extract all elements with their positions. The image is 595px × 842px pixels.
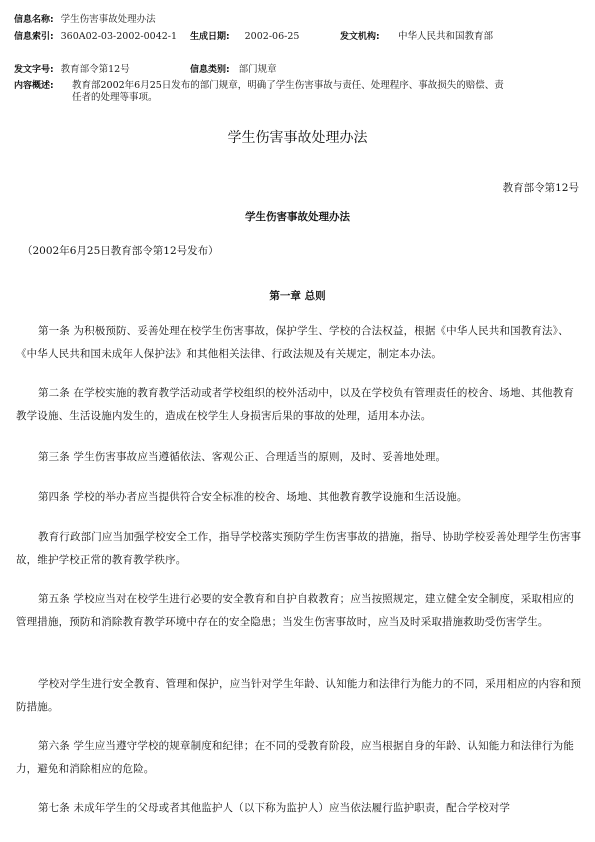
article-4-para-2: 教育行政部门应当加强学校安全工作，指导学校落实预防学生伤害事故的措施，指导、协助学校妥善处理学生伤害事故，维护学校正常的教育教学秩序。	[16, 531, 582, 566]
meta-row-index	[14, 31, 177, 43]
meta-date-label: 生成日期:	[190, 32, 230, 42]
article-7: 第七条 未成年学生的父母或者其他监护人（以下称为监护人）应当依法履行监护职责，配合学校对学	[38, 802, 511, 814]
meta-category-value: 部门规章	[238, 64, 277, 75]
document-subtitle: 学生伤害事故处理办法	[245, 211, 350, 223]
meta-org-value: 中华人民共和国教育部	[398, 31, 494, 42]
meta-docno-value: 教育部令第12号	[60, 64, 130, 75]
article-3: 第三条 学生伤害事故应当遵循依法、客观公正、合理适当的原则，及时、妥善地处理。	[38, 451, 447, 463]
meta-summary-value: 教育部2002年6月25日发布的部门规章，明确了学生伤害事故与责任、处理程序、事故损失的赔偿、责任者的处理等事项。	[72, 80, 504, 103]
article-5: 第五条 学校应当对在校学生进行必要的安全教育和自护自救教育；应当按照规定，建立健全安全制度，采取相应的管理措施，预防和消除教育教学环境中存在的安全隐患；当发生伤害事故时，应当及时采取措施救助受伤害学生。	[16, 593, 574, 628]
meta-row-name	[14, 14, 156, 26]
meta-name-value: 学生伤害事故处理办法	[60, 14, 156, 25]
decree-number: 教育部令第12号	[502, 182, 579, 194]
meta-index-value: 360A02-03-2002-0042-1	[60, 31, 178, 42]
meta-org-label: 发文机构:	[340, 32, 380, 42]
article-4: 第四条 学校的举办者应当提供符合安全标准的校舍、场地、其他教育教学设施和生活设施。	[38, 491, 468, 503]
meta-docno-label: 发文字号:	[14, 65, 54, 75]
meta-row-docno	[14, 64, 130, 76]
article-5-para-2: 学校对学生进行安全教育、管理和保护，应当针对学生年龄、认知能力和法律行为能力的不同，采用相应的内容和预防措施。	[16, 678, 582, 713]
publication-note: （2002年6月25日教育部令第12号发布）	[22, 245, 219, 257]
meta-name-label: 信息名称:	[14, 15, 54, 25]
meta-category	[190, 64, 277, 76]
meta-summary-label: 内容概述:	[14, 81, 54, 91]
article-1: 第一条 为积极预防、妥善处理在校学生伤害事故，保护学生、学校的合法权益，根据《中华人民共和国教育法》、《中华人民共和国未成年人保护法》和其他相关法律、行政法规及有关规定，制定本办法。	[16, 325, 569, 360]
meta-index-label: 信息索引:	[14, 32, 54, 42]
document-title: 学生伤害事故处理办法	[227, 130, 368, 146]
article-6: 第六条 学生应当遵守学校的规章制度和纪律；在不同的受教育阶段，应当根据自身的年龄、认知能力和法律行为能力，避免和消除相应的危险。	[16, 740, 574, 775]
chapter-title: 第一章 总则	[269, 290, 326, 302]
meta-date-value: 2002-06-25	[244, 31, 300, 42]
meta-date	[190, 31, 299, 43]
article-2: 第二条 在学校实施的教育教学活动或者学校组织的校外活动中，以及在学校负有管理责任的校舍、场地、其他教育教学设施、生活设施内发生的，造成在校学生人身损害后果的事故的处理，适用本办法。	[16, 387, 574, 422]
meta-category-label: 信息类别:	[190, 65, 230, 75]
meta-org-label-wrap	[340, 31, 380, 43]
meta-row-summary	[14, 80, 54, 92]
